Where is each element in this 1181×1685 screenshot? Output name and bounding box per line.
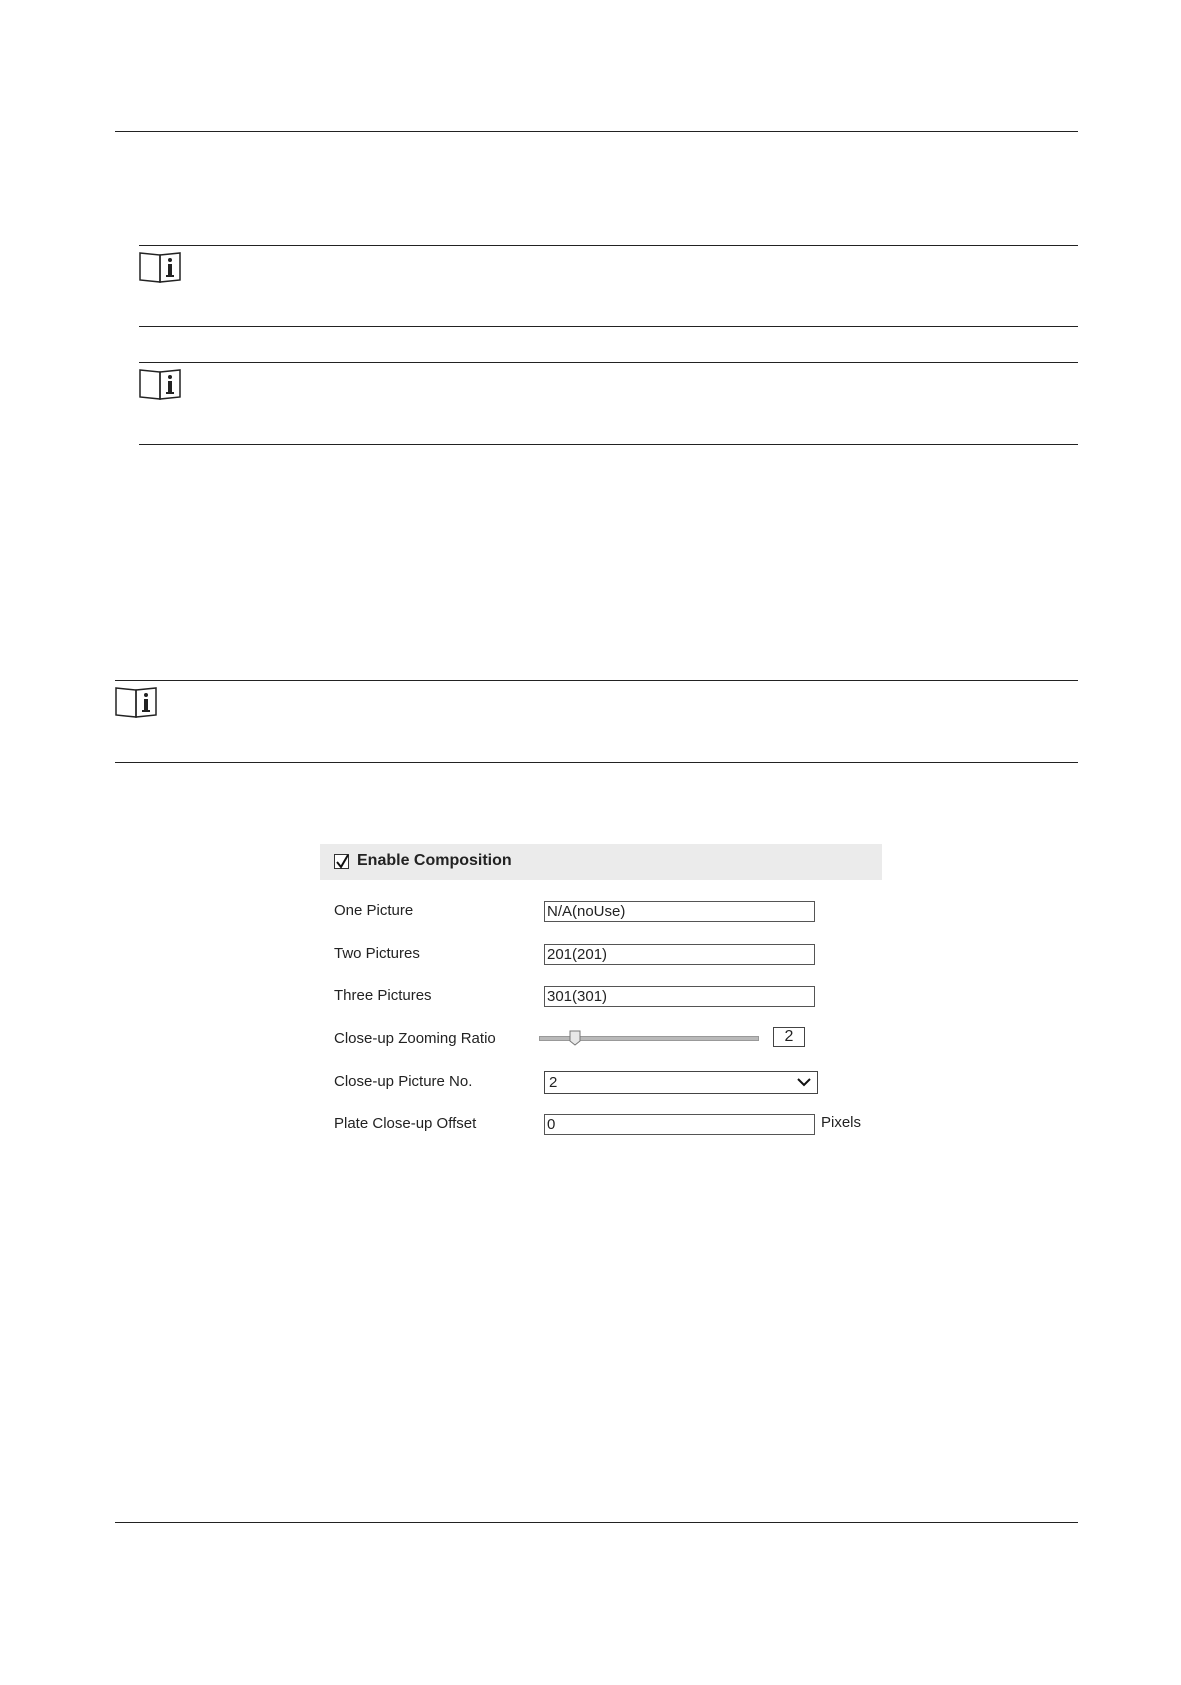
note-icon [138, 367, 186, 401]
note-rule-top [115, 680, 1078, 681]
enable-composition-label: Enable Composition [357, 852, 512, 869]
composition-panel [320, 844, 882, 1144]
note-icon [138, 250, 186, 284]
one-picture-label: One Picture [334, 902, 414, 919]
note-rule-bottom [139, 326, 1078, 327]
plate-offset-unit: Pixels [821, 1114, 862, 1131]
zoom-ratio-value[interactable]: 2 [773, 1027, 805, 1047]
panel-header [320, 844, 882, 880]
zoom-ratio-label: Close-up Zooming Ratio [334, 1030, 496, 1047]
three-pictures-label: Three Pictures [334, 987, 432, 1004]
picture-no-select[interactable] [544, 1071, 818, 1094]
two-pictures-field[interactable]: 201(201) [544, 944, 815, 965]
note-rule-top [139, 362, 1078, 363]
picture-no-label: Close-up Picture No. [334, 1073, 473, 1090]
one-picture-field[interactable]: N/A(noUse) [544, 901, 815, 922]
enable-composition-checkbox[interactable] [334, 854, 349, 869]
footer-rule [115, 1522, 1078, 1523]
header-rule [115, 131, 1078, 132]
two-pictures-label: Two Pictures [334, 945, 420, 962]
zoom-ratio-slider-thumb[interactable] [569, 1030, 581, 1046]
note-rule-bottom [115, 762, 1078, 763]
plate-offset-label: Plate Close-up Offset [334, 1115, 477, 1132]
picture-no-selected: 2 [549, 1074, 558, 1091]
chevron-down-icon [796, 1077, 812, 1088]
note-icon [114, 685, 162, 719]
note-rule-top [139, 245, 1078, 246]
checkmark-icon [335, 853, 350, 870]
plate-offset-field[interactable]: 0 [544, 1114, 815, 1135]
note-rule-bottom [139, 444, 1078, 445]
three-pictures-field[interactable]: 301(301) [544, 986, 815, 1007]
